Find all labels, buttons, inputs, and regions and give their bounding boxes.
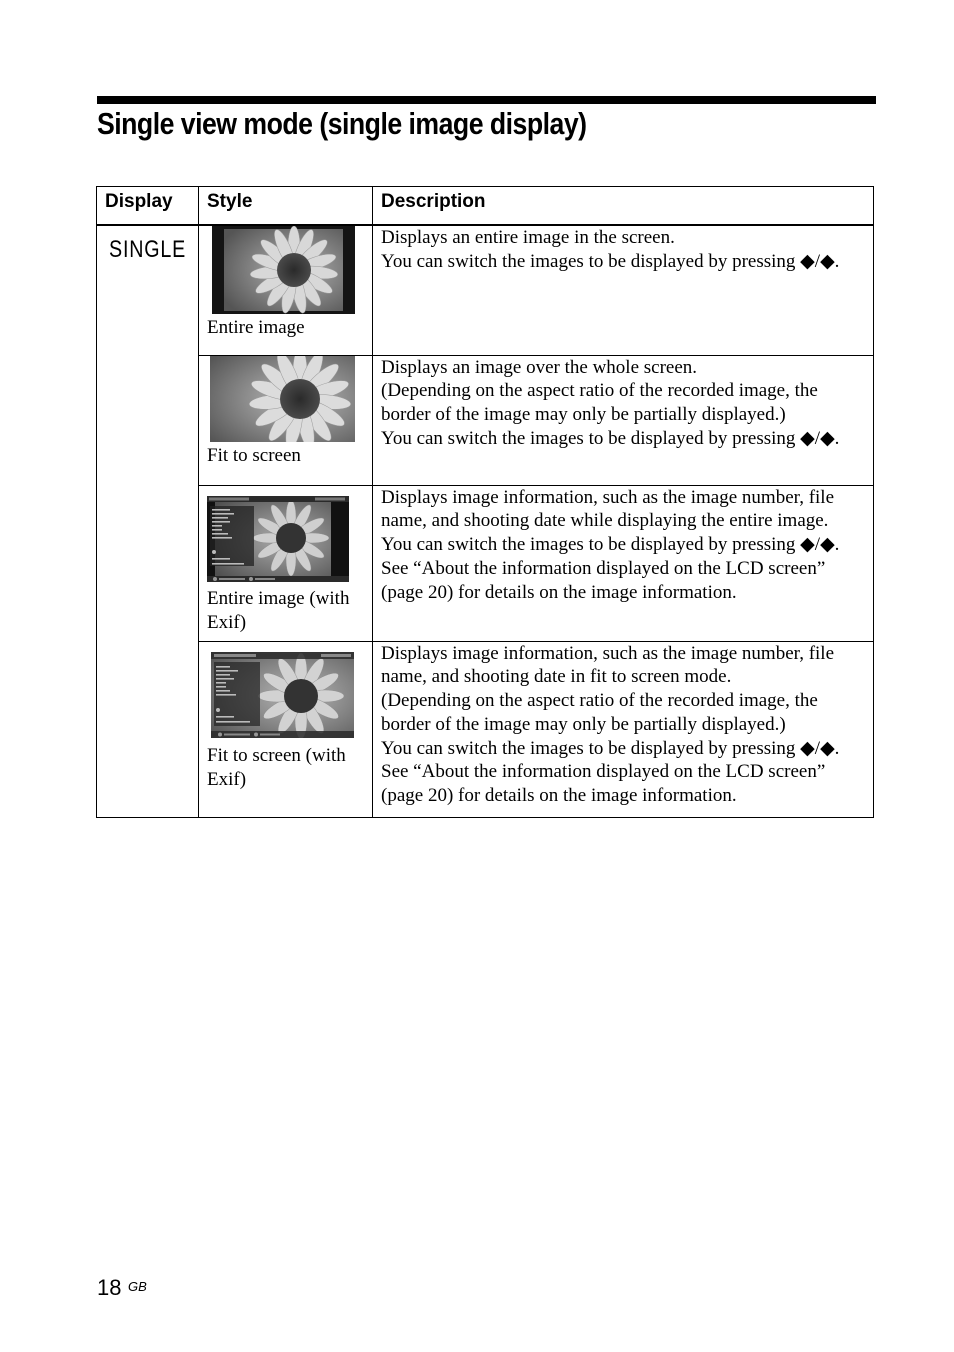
description-line: (page 20) for details on the image information. <box>381 581 737 603</box>
description-line: You can switch the images to be displayed by pressing ◆/◆. <box>381 250 840 272</box>
description-line: border of the image may only be partially displayed.) <box>381 713 786 735</box>
style-label: Fit to screen <box>207 444 301 466</box>
description-line: Displays image information, such as the image number, file <box>381 486 835 508</box>
description-line: border of the image may only be partially displayed.) <box>381 404 786 426</box>
title-rule <box>97 96 876 104</box>
table-header-row <box>97 187 874 226</box>
sunflower-image-fit-with-exif-icon <box>211 652 354 738</box>
header-display: Display <box>97 187 199 226</box>
description-line: Displays an image over the whole screen. <box>381 356 698 378</box>
sunflower-image-full-icon <box>210 356 355 442</box>
description-line: See “About the information displayed on the LCD screen” <box>381 557 826 579</box>
sunflower-image-with-exif-icon <box>207 496 349 582</box>
page-region-code: GB <box>128 1279 147 1294</box>
table-row <box>97 485 874 641</box>
table-row <box>97 641 874 817</box>
single-display-label: SINGLE <box>109 236 187 263</box>
description-line: You can switch the images to be displayed by pressing ◆/◆. <box>381 737 840 759</box>
page-number: 18 <box>97 1275 122 1300</box>
style-label: Entire image <box>207 317 305 338</box>
description-line: (Depending on the aspect ratio of the recorded image, the <box>381 380 818 402</box>
description-line: name, and shooting date while displaying the entire image. <box>381 510 829 532</box>
table-row <box>97 355 874 485</box>
description-line: Displays image information, such as the image number, file <box>381 642 835 664</box>
description-line: Displays an entire image in the screen. <box>381 227 675 248</box>
table-row <box>97 225 874 355</box>
description-line: See “About the information displayed on the LCD screen” <box>381 761 826 783</box>
sunflower-image-letterboxed-icon <box>212 226 355 314</box>
style-cell <box>199 641 373 817</box>
description-line: name, and shooting date in fit to screen mode. <box>381 666 732 688</box>
style-label: Fit to screen (with Exif) <box>207 744 346 790</box>
style-cell <box>199 355 373 485</box>
description-cell <box>373 355 874 485</box>
page-title: Single view mode (single image display) <box>97 106 587 141</box>
description-cell <box>373 641 874 817</box>
description-line: (page 20) for details on the image information. <box>381 785 737 807</box>
style-cell <box>199 485 373 641</box>
description-line: (Depending on the aspect ratio of the recorded image, the <box>381 690 818 712</box>
description-line: You can switch the images to be displayed by pressing ◆/◆. <box>381 534 840 556</box>
description-cell <box>373 225 874 355</box>
display-modes-table <box>96 186 874 818</box>
header-style: Style <box>199 187 373 226</box>
display-cell <box>97 225 199 817</box>
header-description: Description <box>373 187 874 226</box>
style-label: Entire image (with Exif) <box>207 587 350 633</box>
description-cell <box>373 485 874 641</box>
description-line: You can switch the images to be displayed by pressing ◆/◆. <box>381 427 840 449</box>
style-cell <box>199 225 373 355</box>
